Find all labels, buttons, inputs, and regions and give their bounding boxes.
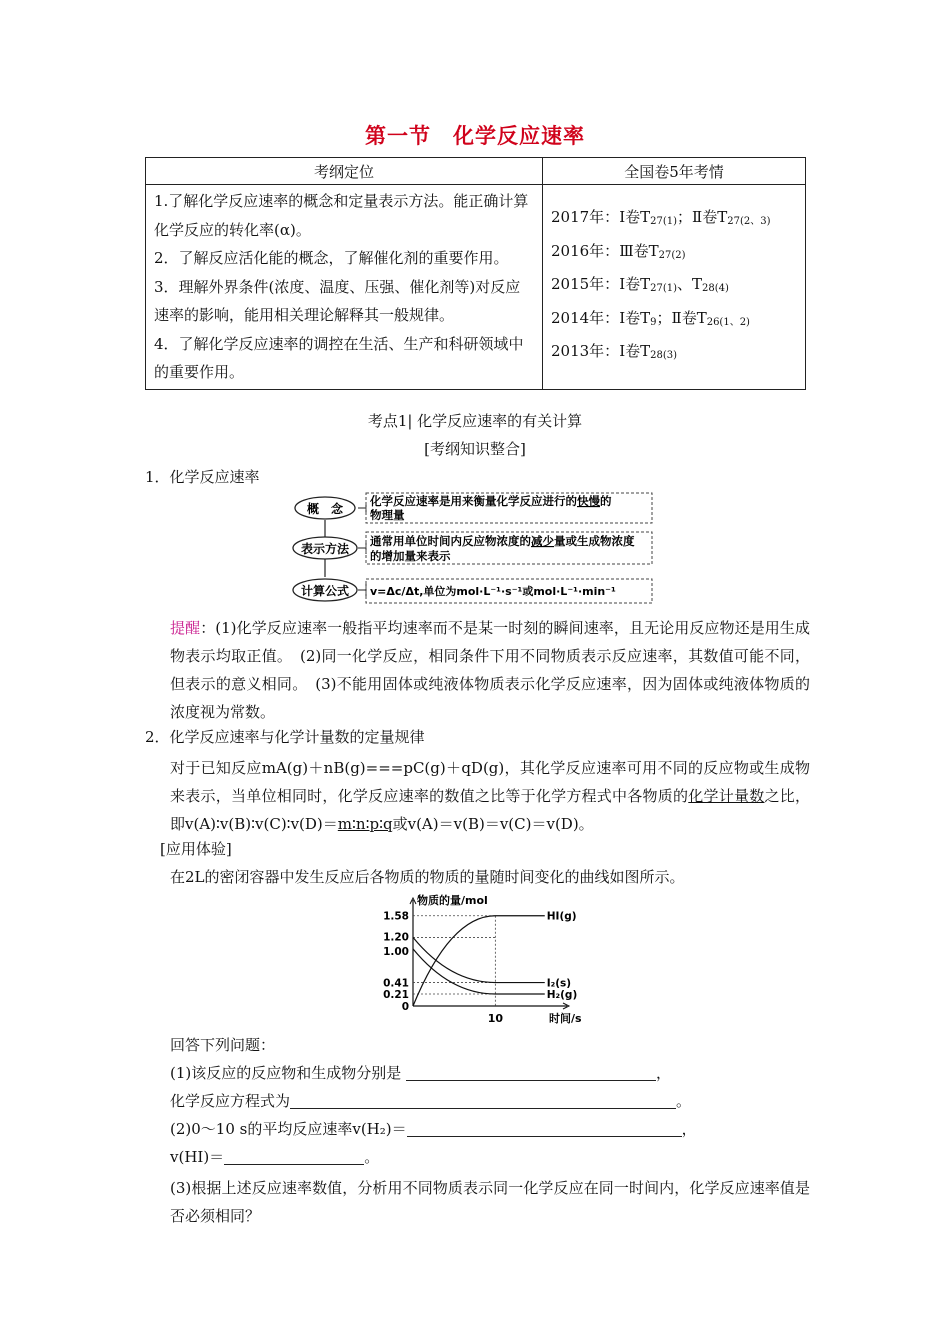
method-text: 通常用单位时间内反应物浓度的减少量或生成物浓度: [370, 534, 635, 548]
question-1-equation: 化学反应方程式为 。: [170, 1092, 692, 1110]
y-tick-label: 1.00: [383, 945, 409, 958]
x-tick-label: 10: [487, 1012, 504, 1025]
exam-row: 2017年：Ⅰ卷$T_{27(1)}$；Ⅱ卷$T_{27(2、3)}$: [551, 208, 771, 227]
syllabus-item: 1.了解化学反应速率的概念和定量表示方法。能正确计算化学反应的转化率(α)。: [154, 192, 529, 239]
y-axis-label: 物质的量/mol: [417, 894, 488, 907]
concept-node-label: 概 念: [306, 502, 344, 516]
page-title: 第一节 化学反应速率: [365, 124, 585, 148]
line-chart: [375, 892, 585, 1030]
syllabus-item: 3．理解外界条件(浓度、温度、压强、催化剂等)对反应速率的影响，能用相关理论解释其一般规律。: [154, 277, 521, 324]
syllabus-items: [146, 185, 543, 390]
header-right: 全国卷5年考情: [543, 158, 806, 185]
header-left: 考纲定位: [146, 158, 543, 185]
answer-blank[interactable]: [290, 1092, 676, 1109]
section-1-heading: 1．化学反应速率: [145, 468, 260, 486]
method-node-label: 表示方法: [300, 542, 350, 556]
section-2-paragraph: 对于已知反应mA(g)＋nB(g)===pC(g)＋qD(g)，其化学反应速率可用不同的反应物或生成物来表示，当单位相同时，化学反应速率的数值之比等于化学方程式中各物质的化学计量数之比，即v(A)∶v(B)∶v(C)∶v(D)＝m∶n∶p∶q或v(A)＝v(B)＝v(C)＝v(D)。: [170, 759, 810, 833]
answer-blank[interactable]: [406, 1064, 656, 1081]
formula-node-label: 计算公式: [300, 584, 350, 598]
series-label: HI(g): [546, 910, 577, 923]
y-tick-label: 0.21: [383, 989, 409, 1001]
tip-label: 提醒: [170, 619, 201, 637]
kaodian-heading: 考点1| 化学反应速率的有关计算: [367, 412, 583, 430]
question-2-hi: v(HI)＝ 。: [170, 1148, 380, 1166]
concept-map: [290, 490, 660, 608]
practice-heading: [应用体验]: [160, 840, 232, 858]
practice-intro: 在2L的密闭容器中发生反应后各物质的物质的量随时间变化的曲线如图所示。: [170, 868, 685, 886]
exam-row: 2016年：Ⅲ卷$T_{27(2)}$: [551, 241, 686, 261]
questions-intro: 回答下列问题：: [170, 1036, 276, 1054]
exam-row: 2013年：Ⅰ卷$T_{28(3)}$: [551, 342, 678, 361]
tip-paragraph: 提醒：(1)化学反应速率一般指平均速率而不是某一时刻的瞬间速率，且无论用反应物还是用生成物表示均取正值。 (2)同一化学反应，相同条件下用不同物质表示反应速率，其数值可能不同，但表示的意义相同。 (3)不能用固体或纯液体物质表示化学反应速率，因为固体或纯液体物质的浓度视为常数。: [170, 619, 810, 721]
answer-blank[interactable]: [224, 1148, 364, 1165]
y-tick-label: 1.58: [383, 910, 409, 923]
series-line: [413, 937, 545, 982]
concept-text: 化学反应速率是用来衡量化学反应进行的快慢的: [370, 494, 612, 508]
series-line: [413, 949, 545, 994]
question-2: (2)0～10 s的平均反应速率v(H₂)＝ ，: [170, 1120, 697, 1138]
series-label: H₂(g): [546, 989, 578, 1001]
method-text-2: 的增加量来表示: [370, 549, 451, 563]
knowledge-heading: [考纲知识整合]: [424, 440, 526, 458]
question-1: (1)该反应的反应物和生成物分别是 ，: [170, 1064, 672, 1082]
syllabus-item: 2．了解反应活化能的概念，了解催化剂的重要作用。: [154, 249, 509, 267]
formula-text: v=Δc/Δt,单位为mol·L⁻¹·s⁻¹或mol·L⁻¹·min⁻¹: [370, 585, 616, 598]
syllabus-table: [145, 157, 806, 390]
y-tick-label: 0.41: [383, 977, 409, 990]
exam-row: 2015年：Ⅰ卷$T_{27(1)}$、$T_{28(4)}$: [551, 275, 729, 294]
exam-row: 2014年：Ⅰ卷$T_9$；Ⅱ卷$T_{26(1、2)}$: [551, 308, 750, 328]
y-tick-label: 1.20: [383, 931, 409, 944]
y-tick-label: 0: [401, 1001, 409, 1013]
section-2-heading: 2．化学反应速率与化学计量数的定量规律: [145, 728, 425, 746]
x-axis-label: 时间/s: [549, 1012, 582, 1025]
series-label: I₂(s): [546, 977, 572, 990]
concept-text-2: 物理量: [370, 508, 405, 522]
question-3: (3)根据上述反应速率数值，分析用不同物质表示同一化学反应在同一时间内，化学反应速率值是否必须相同？: [170, 1179, 810, 1225]
answer-blank[interactable]: [407, 1120, 682, 1137]
syllabus-item: 4．了解化学反应速率的调控在生活、生产和科研领域中的重要作用。: [154, 334, 524, 381]
exam-list: [543, 185, 806, 390]
